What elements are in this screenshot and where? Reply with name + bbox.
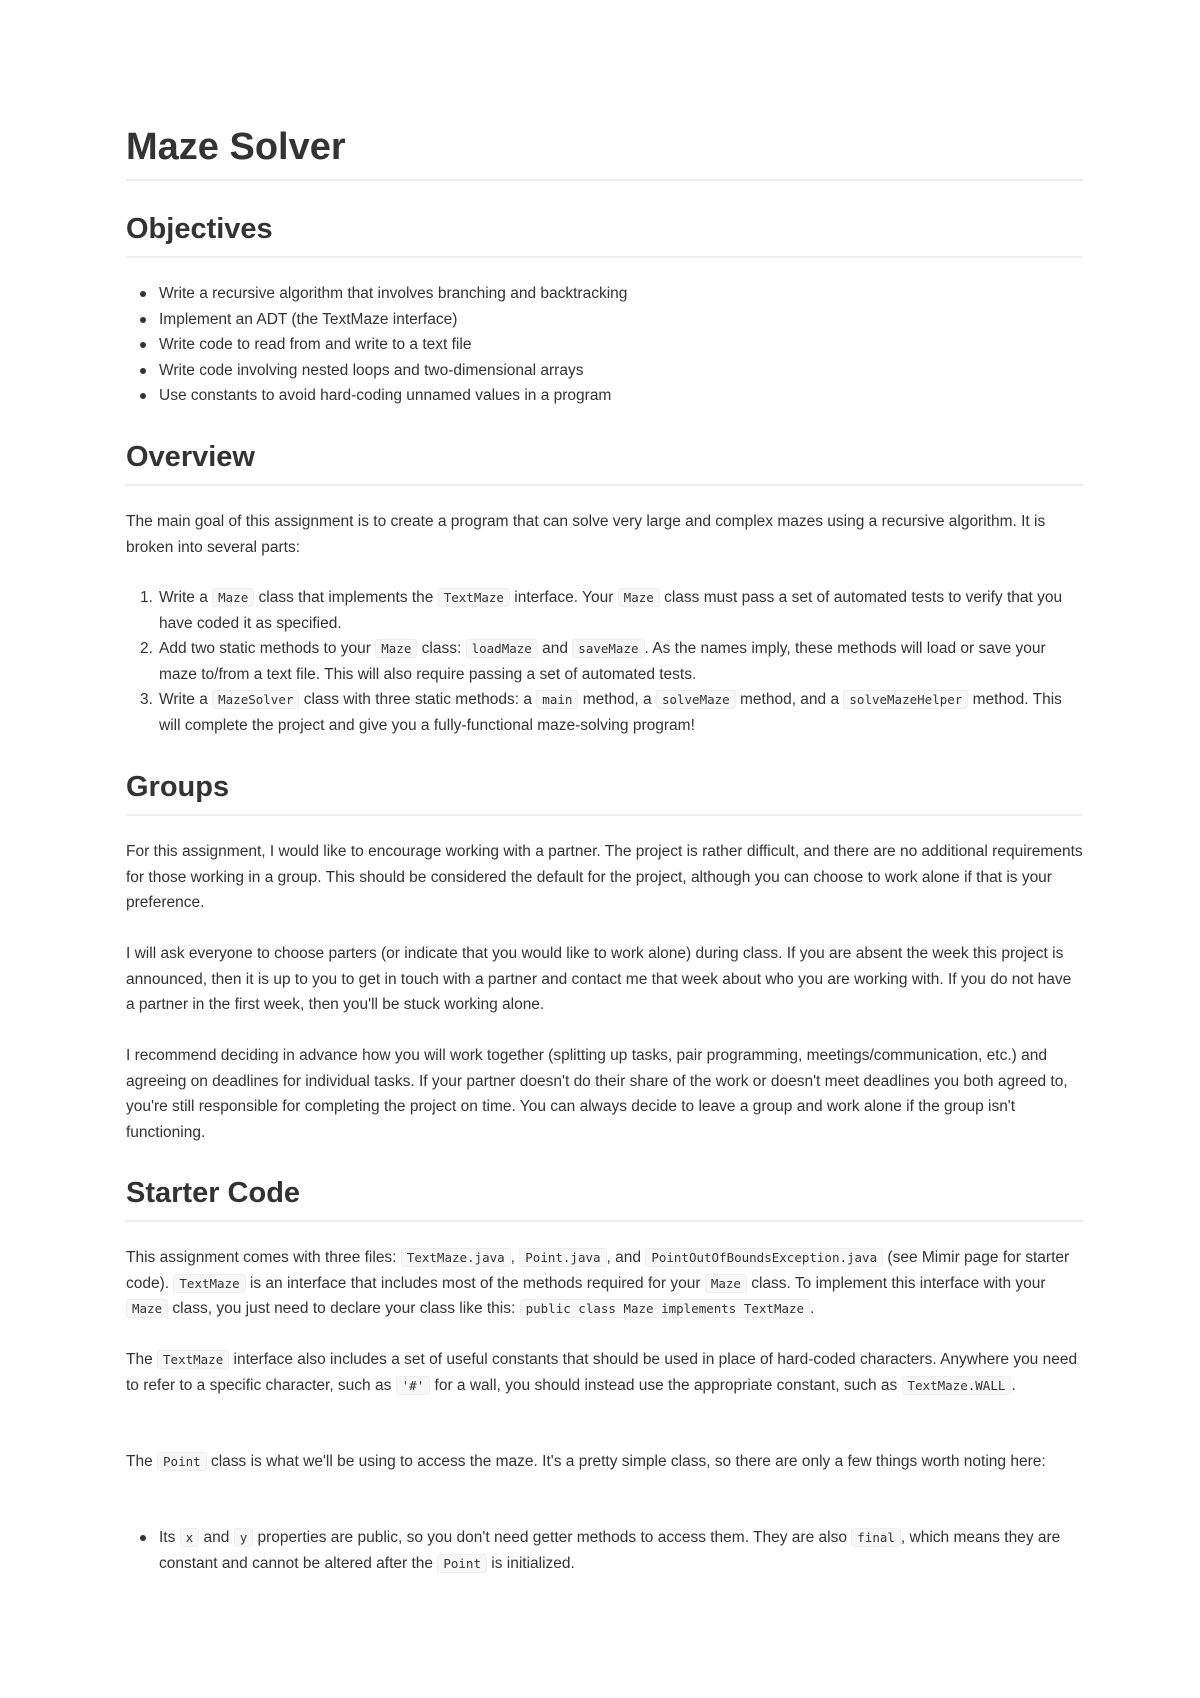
starter-code-heading: Starter Code: [126, 1174, 1083, 1222]
list-item: Use constants to avoid hard-coding unnamed values in a program: [126, 383, 1083, 409]
starter-paragraph: This assignment comes with three files: TextMaze.java , Point.java , and PointOutOfBoundsException.java (see Mimir page for starter code). TextMaze is an interface that includes most of the methods required for your Maze class. To implement this interface with your Maze class, you just need to declare your class like this: public class Maze implements TextMaze .: [126, 1249, 1070, 1317]
starter-paragraph: The Point class is what we'll be using to access the maze. It's a pretty simple class, so there are only a few things worth noting here:: [126, 1453, 1046, 1470]
groups-paragraph: For this assignment, I would like to encourage working with a partner. The project is rather difficult, and there are no additional requirements for those working in a group. This should be considered the default for the project, although you can choose to work alone if that is your preference.: [126, 843, 1083, 911]
list-item: Write a MazeSolver class with three static methods: a main method, a solveMaze method, and a solveMazeHelper method. This will complete the project and give you a fully-functional maze-solving program!: [159, 691, 1062, 734]
groups-paragraph: I recommend deciding in advance how you will work together (splitting up tasks, pair programming, meetings/communication, etc.) and agreeing on deadlines for individual tasks. If your partner doesn't do their share of the work or doesn't meet deadlines you both agreed to, you're still responsible for completing the project on time. You can always decide to leave a group and work alone if the group isn't functioning.: [126, 1047, 1068, 1141]
objectives-list: [126, 281, 1083, 409]
groups-paragraph: I will ask everyone to choose parters (or indicate that you would like to work alone) during class. If you are absent the week this project is announced, then it is up to you to get in touch with a partner and contact me that week about who you are working with. If you do not have a partner in the first week, then you'll be stuck working alone.: [126, 945, 1072, 1013]
page-title: Maze Solver: [126, 123, 1083, 181]
list-item: Write a Maze class that implements the TextMaze interface. Your Maze class must pass a set of automated tests to verify that you have coded it as specified.: [159, 589, 1063, 632]
objectives-heading: Objectives: [126, 210, 1083, 258]
overview-intro: The main goal of this assignment is to create a program that can solve very large and complex mazes using a recursive algorithm. It is broken into several parts:: [126, 513, 1046, 556]
point-notes-list: [126, 1525, 1083, 1576]
list-item: Its x and y properties are public, so you don't need getter methods to access them. They are also final , which means they are constant and cannot be altered after the Point is initialized.: [126, 1525, 1083, 1576]
list-item: Write code to read from and write to a text file: [126, 332, 1083, 358]
groups-heading: Groups: [126, 768, 1083, 816]
overview-heading: Overview: [126, 438, 1083, 486]
list-item: Implement an ADT (the TextMaze interface): [126, 307, 1083, 333]
overview-steps: [126, 585, 1083, 738]
list-item: Add two static methods to your Maze class: loadMaze and saveMaze . As the names imply, these methods will load or save your maze to/from a text file. This will also require passing a set of automated tests.: [159, 640, 1046, 683]
list-item: Write code involving nested loops and two-dimensional arrays: [126, 358, 1083, 384]
starter-paragraph: The TextMaze interface also includes a set of useful constants that should be used in place of hard-coded characters. Anywhere you need to refer to a specific character, such as '#' for a wall, you should instead use the appropriate constant, such as TextMaze.WALL .: [126, 1351, 1078, 1394]
list-item: Write a recursive algorithm that involves branching and backtracking: [126, 281, 1083, 307]
